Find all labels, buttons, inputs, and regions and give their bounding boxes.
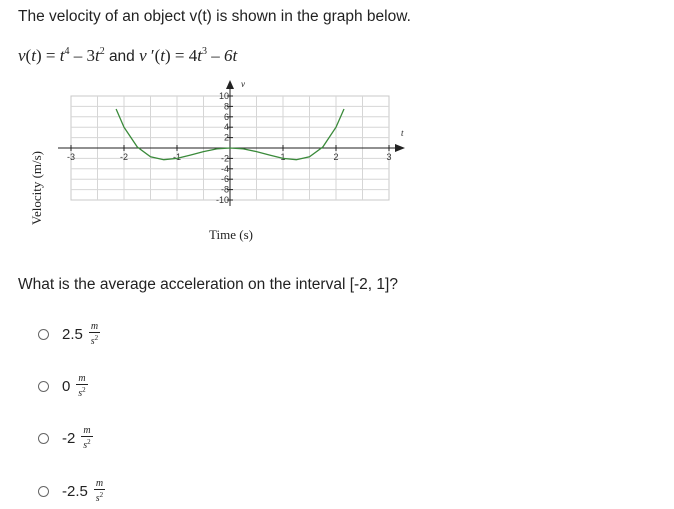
question-prompt: What is the average acceleration on the interval [-2, 1]? xyxy=(18,276,398,293)
term2-exp: 2 xyxy=(99,46,105,57)
y-tick-label: -6 xyxy=(220,174,229,185)
y-tick-label: 10 xyxy=(218,91,229,101)
prime-mark: ′ xyxy=(150,46,155,65)
y-tick-label: -4 xyxy=(220,163,229,174)
unit-denominator xyxy=(96,490,103,504)
x-tick-label: 1 xyxy=(280,152,286,162)
choice-minus-2[interactable] xyxy=(38,426,93,451)
y-tick-label: 6 xyxy=(223,111,229,122)
radio-button[interactable] xyxy=(38,329,49,340)
y-axis-label: Velocity (m/s) xyxy=(29,150,44,226)
equals-sign: = xyxy=(45,46,56,65)
y-tick-label: -10 xyxy=(215,195,229,205)
v-symbol: v xyxy=(18,46,26,65)
x-axis-arrow xyxy=(395,144,405,152)
y-tick-label: 2 xyxy=(223,132,229,143)
minus-sign-2: – xyxy=(211,46,220,65)
y-tick-label: -2 xyxy=(220,153,229,164)
term1-exp: 4 xyxy=(64,46,70,57)
y-axis-arrow xyxy=(226,80,234,89)
t-symbol-2: t xyxy=(160,46,165,65)
unit-denominator xyxy=(91,333,98,347)
den-base: s xyxy=(78,388,83,399)
unit-numerator: m xyxy=(83,425,91,436)
x-tick-label: -1 xyxy=(172,152,182,162)
v-prime-symbol: v xyxy=(139,46,147,65)
term3-base: t xyxy=(197,46,202,65)
unit-fraction xyxy=(89,322,100,347)
choice-value: -2.5 xyxy=(62,483,88,500)
den-base: s xyxy=(90,336,95,347)
den-base: s xyxy=(95,493,100,504)
x-axis-name: t xyxy=(401,128,404,138)
radio-button[interactable] xyxy=(38,486,49,497)
x-tick-label: -3 xyxy=(66,152,76,162)
choice-value: 0 xyxy=(62,378,71,395)
x-tick-label: 2 xyxy=(333,152,339,162)
choice-value: 2.5 xyxy=(62,326,83,343)
and-word: and xyxy=(108,48,135,65)
unit-denominator xyxy=(78,385,85,399)
t-symbol: t xyxy=(31,46,36,65)
unit-numerator: m xyxy=(90,321,99,332)
unit-fraction xyxy=(94,479,105,504)
den-exp: 2 xyxy=(87,438,91,446)
term3-exp: 3 xyxy=(201,46,207,57)
unit-numerator: m xyxy=(78,373,86,384)
velocity-graph xyxy=(28,76,418,251)
unit-fraction xyxy=(76,374,87,399)
term2-coef: 3 xyxy=(86,46,95,65)
axes xyxy=(58,80,405,206)
velocity-equation: $v(t) = t^4 - 3t^2$ and v $'(t) = 4t^3 - 6t$ xyxy=(18,46,238,65)
choice-minus-2.5[interactable] xyxy=(38,479,105,504)
term3-coef: 4 xyxy=(188,46,198,65)
unit-fraction xyxy=(81,426,92,451)
den-base: s xyxy=(83,440,88,451)
y-tick-label: 4 xyxy=(223,122,229,133)
equals-sign-2: = xyxy=(174,46,185,65)
choice-0[interactable] xyxy=(38,374,88,399)
term1-base: t xyxy=(59,46,65,65)
x-tick-label: -2 xyxy=(119,152,129,162)
choice-value: -2 xyxy=(62,430,76,447)
radio-button[interactable] xyxy=(38,381,49,392)
y-tick-label: 8 xyxy=(223,101,229,112)
den-exp: 2 xyxy=(94,334,99,342)
den-exp: 2 xyxy=(99,491,104,499)
term4: 6t xyxy=(223,46,238,65)
choice-2.5[interactable] xyxy=(38,322,100,347)
unit-numerator: m xyxy=(95,478,104,489)
y-tick-label: -8 xyxy=(220,184,229,195)
x-tick-label: 3 xyxy=(386,152,392,162)
y-axis-name: v xyxy=(241,79,245,89)
x-axis-label: Time (s) xyxy=(209,227,253,242)
den-exp: 2 xyxy=(82,386,86,394)
question-text: The velocity of an object v(t) is shown in the graph below. xyxy=(18,8,411,25)
unit-denominator xyxy=(83,437,90,451)
radio-button[interactable] xyxy=(38,433,49,444)
minus-sign: – xyxy=(73,46,83,65)
term2-base: t xyxy=(94,46,100,65)
